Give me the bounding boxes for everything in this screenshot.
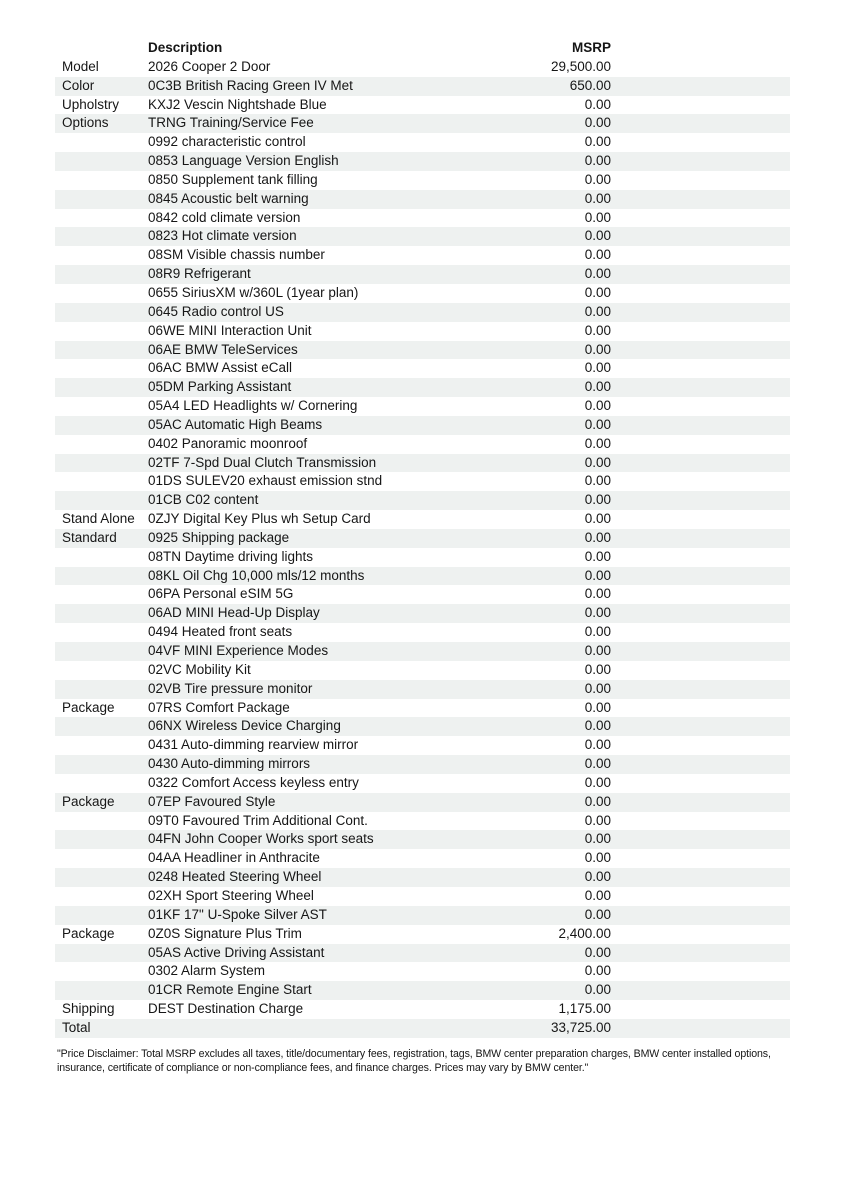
table-row	[55, 699, 790, 718]
msrp-cell: 0.00	[584, 774, 611, 790]
table-row	[55, 585, 790, 604]
category-cell: Standard	[62, 529, 117, 545]
msrp-cell: 0.00	[584, 756, 611, 772]
description-cell: 06NX Wireless Device Charging	[148, 718, 341, 734]
description-cell: 01DS SULEV20 exhaust emission stnd	[148, 473, 383, 489]
table-row	[55, 322, 790, 341]
description-cell: 08KL Oil Chg 10,000 mls/12 months	[148, 567, 365, 583]
description-cell: 0853 Language Version English	[148, 153, 339, 169]
category-cell: Model	[62, 58, 99, 74]
msrp-cell: 0.00	[584, 284, 611, 300]
msrp-cell: 0.00	[584, 228, 611, 244]
description-cell: KXJ2 Vescin Nightshade Blue	[148, 96, 327, 112]
description-cell: 02XH Sport Steering Wheel	[148, 887, 314, 903]
table-row	[55, 133, 790, 152]
description-cell: 0248 Heated Steering Wheel	[148, 869, 322, 885]
msrp-cell: 0.00	[584, 906, 611, 922]
msrp-cell: 0.00	[584, 341, 611, 357]
description-cell: 04FN John Cooper Works sport seats	[148, 831, 374, 847]
description-cell: 06AC BMW Assist eCall	[148, 360, 293, 376]
table-row	[55, 227, 790, 246]
description-cell: 04AA Headliner in Anthracite	[148, 850, 320, 866]
msrp-cell: 0.00	[584, 247, 611, 263]
msrp-cell: 0.00	[584, 643, 611, 658]
table-row	[55, 925, 790, 944]
msrp-cell: 0.00	[584, 887, 611, 903]
description-cell: 01CB C02 content	[148, 492, 259, 508]
description-cell: 06AE BMW TeleServices	[148, 341, 298, 357]
table-row	[55, 96, 790, 115]
msrp-column-header: MSRP	[571, 40, 611, 55]
msrp-cell: 0.00	[584, 944, 611, 960]
table-row	[55, 303, 790, 322]
description-cell: 01CR Remote Engine Start	[148, 982, 312, 998]
msrp-cell: 0.00	[584, 473, 611, 489]
msrp-cell: 0.00	[584, 661, 611, 677]
description-cell: 08TN Daytime driving lights	[148, 548, 314, 564]
table-row	[55, 755, 790, 774]
description-cell: 0402 Panoramic moonroof	[148, 435, 308, 451]
table-body	[55, 58, 790, 1038]
table-row	[55, 1019, 790, 1038]
table-row	[55, 604, 790, 623]
description-cell: 04VF MINI Experience Modes	[148, 643, 329, 658]
msrp-cell: 0.00	[584, 831, 611, 847]
description-cell: 09T0 Favoured Trim Additional Cont.	[148, 812, 368, 828]
description-cell: 06WE MINI Interaction Unit	[148, 322, 312, 338]
description-cell: 02VB Tire pressure monitor	[148, 680, 313, 696]
table-row	[55, 58, 790, 77]
msrp-cell: 0.00	[584, 96, 611, 112]
description-cell: 0C3B British Racing Green IV Met	[148, 77, 353, 93]
table-row	[55, 981, 790, 1000]
msrp-cell: 0.00	[584, 982, 611, 998]
msrp-cell: 0.00	[584, 171, 611, 187]
msrp-cell: 33,725.00	[550, 1019, 611, 1035]
description-cell: DEST Destination Charge	[148, 1001, 304, 1017]
description-cell: 07EP Favoured Style	[148, 793, 276, 809]
msrp-cell: 0.00	[584, 134, 611, 150]
table-row	[55, 341, 790, 360]
table-row	[55, 717, 790, 736]
msrp-cell: 650.00	[569, 77, 611, 93]
table-row	[55, 510, 790, 529]
description-cell: 0925 Shipping package	[148, 529, 290, 545]
description-cell: 0655 SiriusXM w/360L (1year plan)	[148, 284, 359, 300]
description-cell: 07RS Comfort Package	[148, 699, 290, 715]
msrp-cell: 29,500.00	[550, 58, 611, 74]
msrp-cell: 0.00	[584, 793, 611, 809]
msrp-cell: 0.00	[584, 511, 611, 527]
table-row	[55, 378, 790, 397]
msrp-cell: 0.00	[584, 379, 611, 395]
description-cell: 0431 Auto-dimming rearview mirror	[148, 737, 359, 753]
table-row	[55, 962, 790, 981]
description-cell: 0302 Alarm System	[148, 963, 266, 979]
description-cell: 05AC Automatic High Beams	[148, 416, 323, 432]
table-row	[55, 849, 790, 868]
description-cell: 0322 Comfort Access keyless entry	[148, 774, 359, 790]
table-row	[55, 887, 790, 906]
msrp-cell: 0.00	[584, 209, 611, 225]
description-cell: 02TF 7-Spd Dual Clutch Transmission	[148, 454, 377, 470]
table-row	[55, 1000, 790, 1019]
category-cell: Package	[62, 793, 115, 809]
description-cell: 0850 Supplement tank filling	[148, 171, 318, 187]
description-cell: 0Z0S Signature Plus Trim	[148, 925, 302, 941]
description-cell: TRNG Training/Service Fee	[148, 115, 314, 131]
msrp-cell: 0.00	[584, 737, 611, 753]
msrp-cell: 0.00	[584, 416, 611, 432]
description-cell: 05AS Active Driving Assistant	[148, 944, 325, 960]
table-row	[55, 472, 790, 491]
msrp-cell: 0.00	[584, 115, 611, 131]
msrp-cell: 0.00	[584, 322, 611, 338]
msrp-cell: 0.00	[584, 718, 611, 734]
description-cell: 0823 Hot climate version	[148, 228, 297, 244]
category-cell: Upholstry	[62, 96, 120, 112]
table-row	[55, 736, 790, 755]
table-row	[55, 359, 790, 378]
price-disclaimer-text: "Price Disclaimer: Total MSRP excludes all taxes, title/documentary fees, registration, tags, BMW center preparation charges, BMW center installed options, insurance, certificate of compliance or non-compliance fees, and finance charges. Prices may vary by BMW center."	[57, 1048, 771, 1074]
category-cell: Options	[62, 115, 109, 131]
table-row	[55, 491, 790, 510]
table-row	[55, 548, 790, 567]
msrp-cell: 0.00	[584, 303, 611, 319]
description-cell: 08SM Visible chassis number	[148, 247, 325, 263]
table-row	[55, 152, 790, 171]
table-row	[55, 190, 790, 209]
msrp-cell: 0.00	[584, 624, 611, 640]
msrp-cell: 1,175.00	[558, 1001, 611, 1017]
msrp-cell: 0.00	[584, 605, 611, 621]
table-row	[55, 454, 790, 473]
table-row	[55, 774, 790, 793]
table-row	[55, 397, 790, 416]
category-cell: Package	[62, 699, 115, 715]
table-row	[55, 661, 790, 680]
category-cell: Total	[62, 1019, 91, 1035]
msrp-cell: 0.00	[584, 548, 611, 564]
description-cell: 06PA Personal eSIM 5G	[148, 586, 294, 602]
description-column-header: Description	[148, 40, 223, 55]
msrp-cell: 0.00	[584, 850, 611, 866]
msrp-cell: 2,400.00	[558, 925, 611, 941]
description-cell: 06AD MINI Head-Up Display	[148, 605, 320, 621]
description-cell: 0494 Heated front seats	[148, 624, 293, 640]
category-cell: Stand Alone	[62, 511, 135, 527]
vehicle-price-table	[55, 39, 790, 1038]
msrp-cell: 0.00	[584, 360, 611, 376]
msrp-cell: 0.00	[584, 680, 611, 696]
description-cell: 0842 cold climate version	[148, 209, 301, 225]
msrp-cell: 0.00	[584, 266, 611, 282]
msrp-cell: 0.00	[584, 869, 611, 885]
table-row	[55, 680, 790, 699]
description-cell: 0845 Acoustic belt warning	[148, 190, 309, 206]
table-row	[55, 416, 790, 435]
msrp-cell: 0.00	[584, 586, 611, 602]
category-cell: Shipping	[62, 1001, 115, 1017]
description-cell: 0645 Radio control US	[148, 303, 284, 319]
table-row	[55, 77, 790, 96]
msrp-cell: 0.00	[584, 963, 611, 979]
msrp-cell: 0.00	[584, 812, 611, 828]
description-cell: 0ZJY Digital Key Plus wh Setup Card	[148, 511, 371, 527]
table-row	[55, 209, 790, 228]
table-row	[55, 793, 790, 812]
table-row	[55, 529, 790, 548]
description-cell: 0992 characteristic control	[148, 134, 306, 150]
description-cell: 05DM Parking Assistant	[148, 379, 292, 395]
table-row	[55, 246, 790, 265]
table-row	[55, 284, 790, 303]
msrp-cell: 0.00	[584, 699, 611, 715]
table-row	[55, 435, 790, 454]
table-header-row	[55, 39, 790, 58]
msrp-cell: 0.00	[584, 398, 611, 414]
table-row	[55, 906, 790, 925]
table-row	[55, 265, 790, 284]
table-row	[55, 812, 790, 831]
category-cell: Color	[62, 77, 95, 93]
description-cell: 05A4 LED Headlights w/ Cornering	[148, 398, 358, 414]
msrp-cell: 0.00	[584, 567, 611, 583]
description-cell: 01KF 17" U-Spoke Silver AST	[148, 906, 327, 922]
msrp-cell: 0.00	[584, 492, 611, 508]
description-cell: 0430 Auto-dimming mirrors	[148, 756, 311, 772]
msrp-cell: 0.00	[584, 153, 611, 169]
table-row	[55, 868, 790, 887]
table-row	[55, 567, 790, 586]
msrp-cell: 0.00	[584, 435, 611, 451]
msrp-cell: 0.00	[584, 529, 611, 545]
description-cell: 08R9 Refrigerant	[148, 266, 251, 282]
table-row	[55, 944, 790, 963]
table-row	[55, 830, 790, 849]
description-cell: 2026 Cooper 2 Door	[148, 58, 271, 74]
table-row	[55, 623, 790, 642]
table-row	[55, 642, 790, 661]
table-row	[55, 171, 790, 190]
description-cell: 02VC Mobility Kit	[148, 661, 251, 677]
msrp-cell: 0.00	[584, 454, 611, 470]
table-row	[55, 114, 790, 133]
category-cell: Package	[62, 925, 115, 941]
msrp-cell: 0.00	[584, 190, 611, 206]
